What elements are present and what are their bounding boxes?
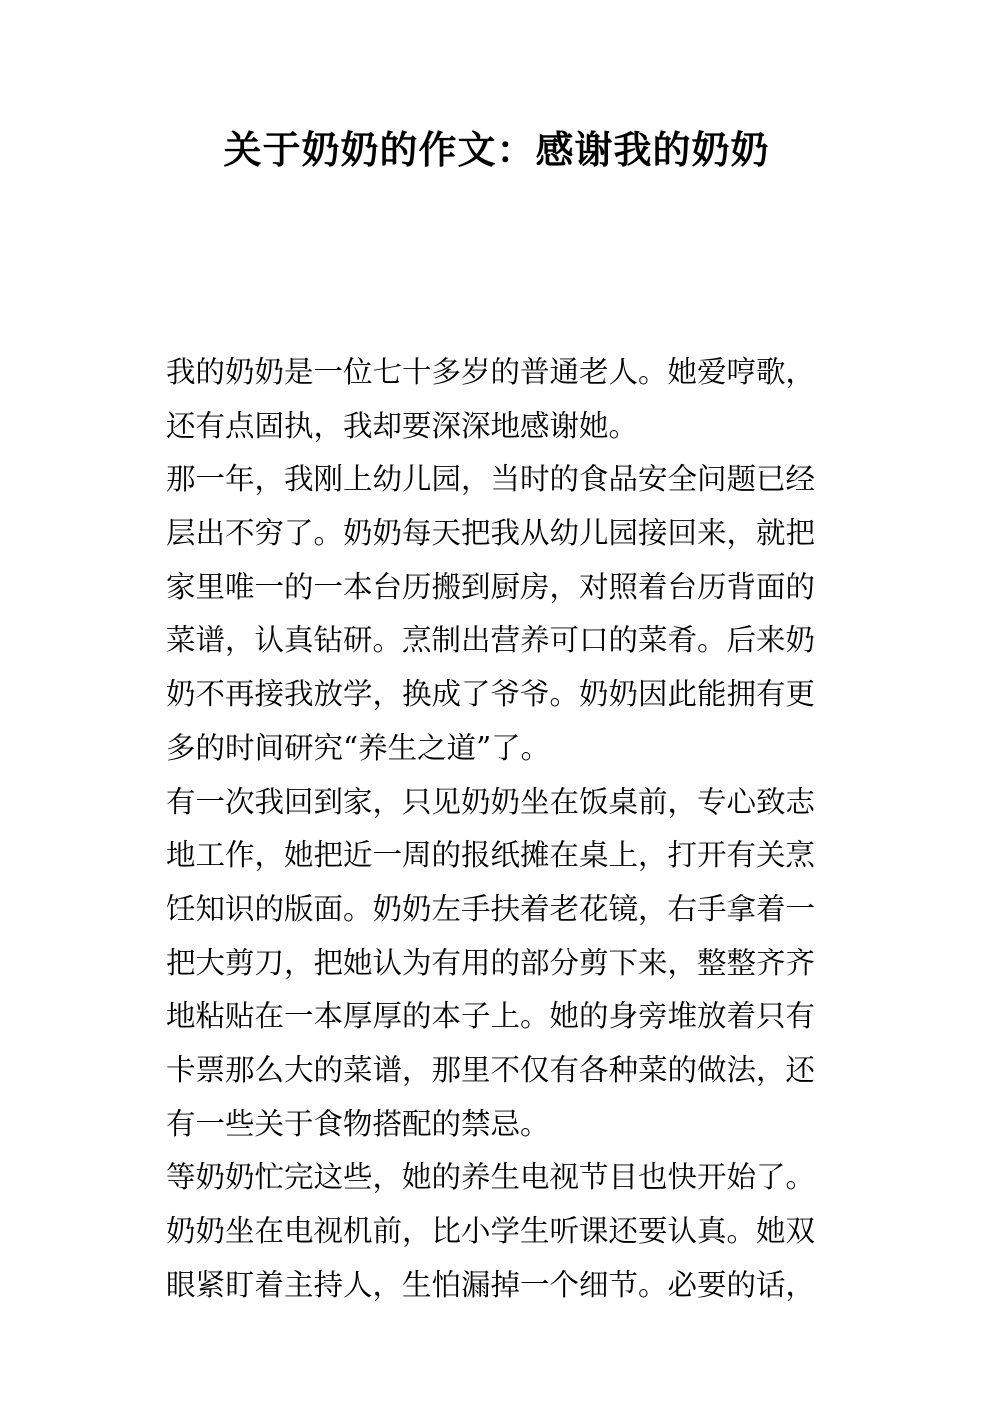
text-line: 奶不再接我放学，换成了爷爷。奶奶因此能拥有更 [166,677,816,712]
document-title: 关于奶奶的作文：感谢我的奶奶 [223,128,770,172]
text-line: 地粘贴在一本厚厚的本子上。她的身旁堆放着只有 [166,999,816,1034]
text-line: 地工作，她把近一周的报纸摊在桌上，打开有关烹 [166,838,816,873]
document-body [166,346,830,1312]
text-line: 还有点固执，我却要深深地感谢她。 [166,408,639,443]
text-line: 等奶奶忙完这些，她的养生电视节目也快开始了。 [166,1160,816,1195]
text-line: 眼紧盯着主持人，生怕漏掉一个细节。必要的话， [166,1267,816,1302]
text-line: 有一些关于食物搭配的禁忌。 [166,1106,550,1141]
text-line: 层出不穷了。奶奶每天把我从幼儿园接回来，就把 [166,516,816,551]
text-line: 卡票那么大的菜谱，那里不仅有各种菜的做法，还 [166,1052,816,1087]
text-line: 奶奶坐在电视机前，比小学生听课还要认真。她双 [166,1214,816,1248]
text-line: 有一次我回到家，只见奶奶坐在饭桌前，专心致志 [166,784,816,819]
text-line: 菜谱，认真钻研。烹制出营养可口的菜肴。后来奶 [166,623,816,658]
text-line: 我的奶奶是一位七十多岁的普通老人。她爱哼歌， [166,355,816,389]
text-line: 饪知识的版面。奶奶左手扶着老花镜，右手拿着一 [166,891,816,926]
text-line: 把大剪刀，把她认为有用的部分剪下来，整整齐齐 [166,945,816,980]
text-line: 那一年，我刚上幼儿园，当时的食品安全问题已经 [166,462,816,497]
text-line: 多的时间研究“养生之道”了。 [166,730,551,765]
text-line: 家里唯一的一本台历搬到厨房，对照着台历背面的 [166,569,816,604]
